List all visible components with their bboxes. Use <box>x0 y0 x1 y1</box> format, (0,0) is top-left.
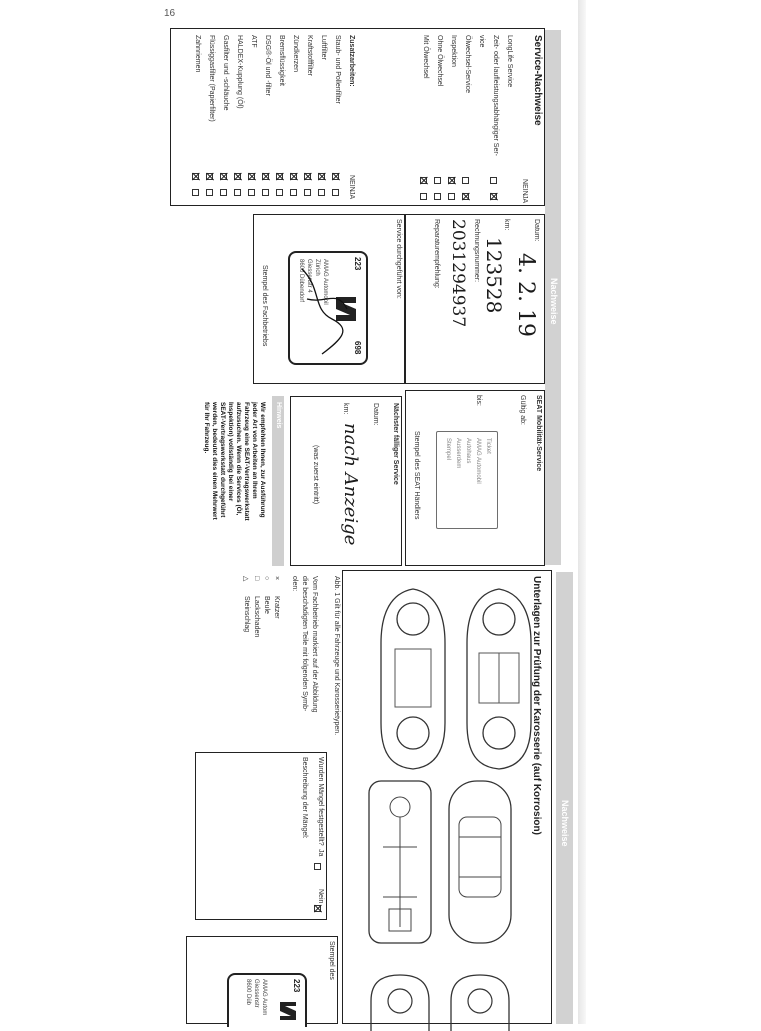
hinweis-band <box>272 396 284 566</box>
hinweis-title: Hinweis <box>275 402 282 429</box>
maengel-ja-checkbox[interactable] <box>314 863 321 870</box>
nachweise-tab-label-2: Nachweise <box>560 800 570 847</box>
service-row-label: Inspektion <box>450 35 457 67</box>
nachweise-band-bottom <box>556 572 573 1024</box>
extra-row-label: Kraftstofffilter <box>306 35 313 76</box>
extra-nein-checkbox[interactable] <box>234 173 241 180</box>
datum-label: Datum: <box>533 219 540 242</box>
maengel-nein-label: Nein <box>317 889 324 904</box>
hinweis-line: werden, bedeutet dies einen Mehrwert <box>211 402 218 520</box>
next-note: (was zuerst eintritt) <box>312 445 319 505</box>
legend-symbol: □ <box>253 576 260 581</box>
signature-scribble <box>292 259 362 359</box>
ja-header: JA <box>521 195 528 204</box>
extra-row-label: Zahnriemen <box>194 35 201 73</box>
extra-nein-checkbox[interactable] <box>290 173 297 180</box>
datum-value: 4. 2. 19 <box>513 253 538 337</box>
stempel-fachbetrieb-label: Stempel des Fachbetriebs <box>261 265 268 347</box>
page-number: 16 <box>164 8 176 19</box>
next-km-label: km: <box>342 403 349 415</box>
maengel-ja-label: Ja <box>317 849 324 857</box>
stamp-line-3: Giessenstr 4 <box>306 259 312 293</box>
car-diagram-frame <box>342 570 552 1024</box>
extra-title: Zusatzarbeiten: <box>348 35 355 87</box>
service-ja-checkbox[interactable] <box>448 193 455 200</box>
service-nein-checkbox[interactable] <box>420 177 427 184</box>
hinweis-line: Wir empfehlen Ihnen, zur Ausführung <box>259 402 266 518</box>
legend-label: Beule <box>263 596 270 614</box>
car-top-view-icon <box>443 777 517 947</box>
stamp2-code: 223 <box>292 979 301 993</box>
body-title: Unterlagen zur Prüfung der Karosserie (auf Korrosion) <box>531 576 542 835</box>
service-row-label: Ölwechsel-Service <box>464 35 471 93</box>
hinweis-line: aufzusuchen. Wenn die Services (Öl, <box>235 402 242 516</box>
extra-row-label: ATF <box>250 35 257 48</box>
car-side-view-2-icon <box>373 583 453 773</box>
page-fold <box>578 0 586 1024</box>
legend-symbol: × <box>273 576 280 581</box>
workshop-stamp <box>288 251 368 365</box>
km-label: km: <box>503 219 510 231</box>
service-ja-checkbox[interactable] <box>420 193 427 200</box>
maengel-question: Wurden Mängel festgestellt? <box>317 757 324 846</box>
extra-row-label: Bremsflüssigkeit <box>278 35 285 86</box>
extra-nein-checkbox[interactable] <box>262 173 269 180</box>
dealer-line-3: Autohaus <box>465 438 471 464</box>
service-row-label: vice <box>478 35 485 48</box>
extra-ja-header: JA <box>348 191 355 200</box>
beschreibung-label: Beschreibung der Mängel: <box>301 757 308 839</box>
next-datum-label: Datum: <box>372 403 379 426</box>
service-ja-checkbox[interactable] <box>434 193 441 200</box>
extra-row-label: Gasfilter und -schläuche <box>222 35 229 111</box>
service-ja-checkbox[interactable] <box>490 193 497 200</box>
next-service-box <box>290 396 402 566</box>
extra-ja-checkbox[interactable] <box>304 189 311 196</box>
service-stamp-box <box>253 214 405 384</box>
extra-row-label: Zündkerzen <box>292 35 299 72</box>
abb-caption: Abb. 1 Gilt für alle Fahrzeuge und Karosserietypen. <box>333 576 340 736</box>
legend-symbol: △ <box>242 576 249 582</box>
extra-row-label: Luftfilter <box>320 35 327 60</box>
dealer-line-1: Ticket <box>485 438 491 454</box>
extra-ja-checkbox[interactable] <box>248 189 255 196</box>
stamp-line-2: Zürich <box>314 259 320 276</box>
stamp-line-1: AMAG Automobil <box>322 259 328 305</box>
car-partial-2-icon <box>363 971 437 1031</box>
desc-line-3: olen: <box>291 576 298 592</box>
stamp-code-right: 698 <box>353 341 362 355</box>
stamp2-line-2: Giessenstr <box>253 979 259 1008</box>
service-row-label: Ohne Ölwechsel <box>436 35 443 87</box>
legend-symbol: ○ <box>263 576 270 581</box>
desc-line-1: Vom Fachbetrieb markiert auf der Abbildung <box>311 576 318 713</box>
maengel-box <box>195 752 327 920</box>
legend-label: Kratzer <box>273 596 280 619</box>
mobility-box <box>405 390 545 566</box>
car-side-view-icon <box>459 583 539 773</box>
service-row-label: Mit Ölwechsel <box>422 35 429 79</box>
reparatur-label: Reparaturempfehlung: <box>433 219 440 289</box>
durchgefuehrt-label: Service durchgeführt von: <box>395 219 402 299</box>
next-value: nach Anzeige <box>340 423 361 546</box>
service-checklist <box>170 28 545 206</box>
dealer-stamp <box>436 431 498 529</box>
extra-nein-checkbox[interactable] <box>304 173 311 180</box>
rechnung-value: 2031294937 <box>448 219 468 328</box>
stamp-box-2 <box>186 936 338 1024</box>
stempel-haendler-label: Stempel des SEAT Händlers <box>413 431 420 520</box>
extra-row-label: DSG®-Öl und -filter <box>264 35 271 96</box>
service-row-label: Zeit- oder laufleistungsabhängiger Ser- <box>492 35 499 157</box>
nachweise-tab-label: Nachweise <box>549 278 559 325</box>
next-title: Nächster fälliger Service <box>392 403 399 485</box>
nein-header: NEIN <box>521 179 528 196</box>
extra-ja-checkbox[interactable] <box>192 189 199 196</box>
extra-ja-checkbox[interactable] <box>206 189 213 196</box>
extra-nein-checkbox[interactable] <box>206 173 213 180</box>
extra-ja-checkbox[interactable] <box>290 189 297 196</box>
hinweis-line: für Ihr Fahrzeug. <box>203 402 210 454</box>
extra-nein-checkbox[interactable] <box>332 173 339 180</box>
legend-label: Lackschaden <box>253 596 260 638</box>
service-nein-checkbox[interactable] <box>448 177 455 184</box>
car-underbody-view-icon <box>363 777 437 947</box>
extra-ja-checkbox[interactable] <box>332 189 339 196</box>
hinweis-line: Fahrzeug eine SEAT-Vertragswerkstatt <box>243 402 250 521</box>
extra-ja-checkbox[interactable] <box>220 189 227 196</box>
nachweise-band-top <box>545 30 561 565</box>
bis-label: bis: <box>475 395 482 406</box>
hinweis-line: SEAT-Vertragswerkstatt durchgeführt <box>219 402 226 518</box>
stamp-line-4: 8600 Dübendorf <box>298 259 304 303</box>
extra-nein-checkbox[interactable] <box>318 173 325 180</box>
stamp2-line-3: 8600 Düb <box>245 979 251 1006</box>
extra-row-label: Staub- und Pollenfilter <box>334 35 341 104</box>
extra-nein-checkbox[interactable] <box>276 173 283 180</box>
workshop-stamp-2 <box>227 973 307 1027</box>
service-ja-checkbox[interactable] <box>462 193 469 200</box>
seat-logo-2-icon <box>279 1001 297 1021</box>
desc-line-2: die beschädigten Teile mit folgenden Symb- <box>301 576 308 712</box>
extra-nein-checkbox[interactable] <box>220 173 227 180</box>
km-value: 123528 <box>482 237 506 314</box>
hinweis-line: Inspektion) vollständig bei einer <box>227 402 234 502</box>
service-entry-box <box>405 214 545 384</box>
dealer-line-2: AMAG Automobil <box>475 438 481 484</box>
stempel-des-label: Stempel des <box>328 941 335 980</box>
dealer-line-4: Ausserdem <box>455 438 461 469</box>
extra-nein-checkbox[interactable] <box>248 173 255 180</box>
legend-label: Steinschlag <box>243 596 250 633</box>
extra-ja-checkbox[interactable] <box>318 189 325 196</box>
service-title: Service-Nachweise <box>532 35 543 126</box>
extra-ja-checkbox[interactable] <box>276 189 283 196</box>
mobility-title: SEAT Mobilität-Service <box>535 395 542 472</box>
gueltig-label: Gültig ab: <box>519 395 526 425</box>
car-partial-1-icon <box>443 971 517 1031</box>
extra-nein-checkbox[interactable] <box>192 173 199 180</box>
service-nein-checkbox[interactable] <box>490 177 497 184</box>
rechnung-label: Rechnungsnummer: <box>473 219 480 283</box>
hinweis-line: jeder Art von Arbeiten an Ihrem <box>251 402 258 499</box>
maengel-nein-checkbox[interactable] <box>314 905 321 912</box>
extra-nein-header: NEIN <box>348 175 355 192</box>
extra-ja-checkbox[interactable] <box>262 189 269 196</box>
stamp2-line-1: AMAG Autom <box>261 979 267 1016</box>
service-row-label: LongLife Service <box>506 35 513 88</box>
extra-ja-checkbox[interactable] <box>234 189 241 196</box>
service-nein-checkbox[interactable] <box>434 177 441 184</box>
extra-row-label: Flüssiggasfilter (Papierfilter) <box>208 35 215 122</box>
service-nein-checkbox[interactable] <box>462 177 469 184</box>
extra-row-label: HALDEX-Kupplung (Öl) <box>236 35 243 109</box>
dealer-line-5: Stempel <box>445 438 451 461</box>
stamp-code-left: 223 <box>353 257 362 271</box>
